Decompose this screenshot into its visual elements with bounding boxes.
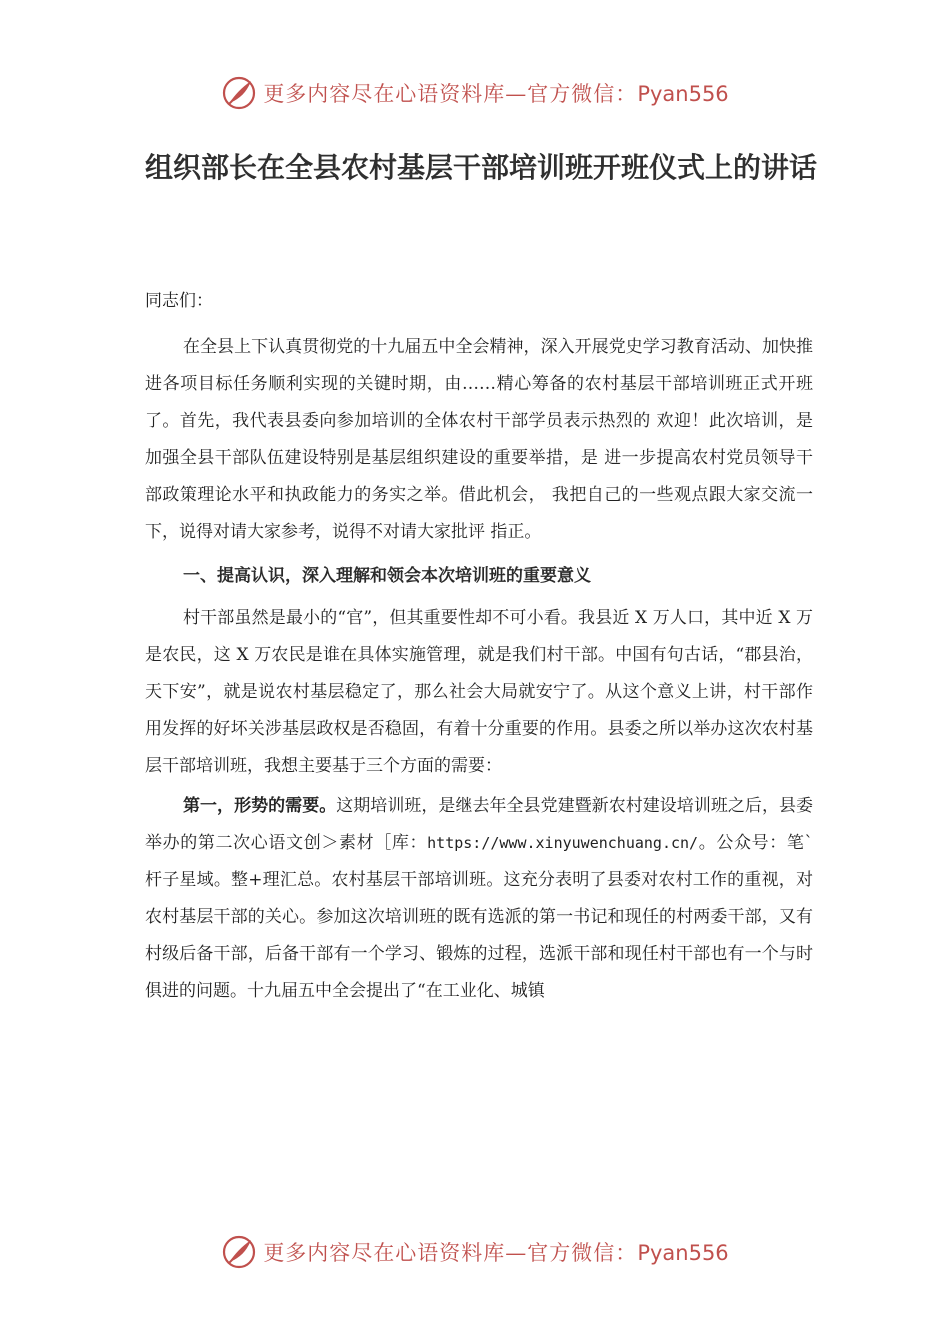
watermark-banner-bottom [0,1230,950,1274]
watermark-text: 更多内容尽在心语资料库—官方微信：Pyan556 [263,82,729,106]
watermark-banner-top [0,71,950,115]
paragraph-3-text-a: 这期培训班，是继去年全县党建暨新农村建设培训班之后，县委举办的第二次心语文创＞素材［库： [145,796,813,853]
paragraph-3 [145,788,813,1010]
wechat-id: Pyan556 [637,1241,729,1265]
paragraph-3-lead: 第一，形势的需要。 [183,796,337,816]
quill-pen-logo-icon [221,75,257,111]
quill-pen-logo-icon [221,1234,257,1270]
paragraph-2: 村干部虽然是最小的“官”，但其重要性却不可小看。我县近 X 万人口，其中近 X 万是农民，这 X 万农民是谁在具体实施管理，就是我们村干部。中国有句古话，“郡县治，天下安”，就是说农村基层稳定了，那么社会大局就安宁了。从这个意义上讲，村干部作用发挥的好坏关涉基层政权是否稳固，有着十分重要的作用。县委之所以举办这次农村基层干部培训班，我想主要基于三个方面的需要： [145,608,813,776]
document-title: 组织部长在全县农村基层干部培训班开班仪式上的讲话 [145,151,818,184]
salutation: 同志们： [145,291,213,311]
paragraph-3-url: https://www.xinyuwenchuang.cn/ [427,834,699,852]
section-1-heading: 一、提高认识，深入理解和领会本次培训班的重要意义 [183,566,591,586]
watermark-text: 更多内容尽在心语资料库—官方微信：Pyan556 [263,1241,729,1265]
paragraph-3-text-b: 。公众号：笔`杆子星域。整+理汇总。农村基层干部培训班。这充分表明了县委对农村工作的重视，对农村基层干部的关心。参加这次培训班的既有选派的第一书记和现任的村两委干部，又有村级后备干部，后备干部有一个学习、锻炼的过程，选派干部和现任村干部也有一个与时俱进的问题。十九届五中全会提出了“在工业化、城镇 [145,833,814,1001]
wechat-id: Pyan556 [637,82,729,106]
paragraph-1: 在全县上下认真贯彻党的十九届五中全会精神，深入开展党史学习教育活动、加快推进各项目标任务顺利实现的关键时期，由……精心筹备的农村基层干部培训班正式开班了。首先，我代表县委向参加培训的全体农村干部学员表示热烈的 欢迎！此次培训，是加强全县干部队伍建设特别是基层组织建设的重要举措，是 进一步提高农村党员领导干部政策理论水平和执政能力的务实之举。借此机会， 我把自己的一些观点跟大家交流一下，说得对请大家参考，说得不对请大家批评 指正。 [145,337,813,542]
